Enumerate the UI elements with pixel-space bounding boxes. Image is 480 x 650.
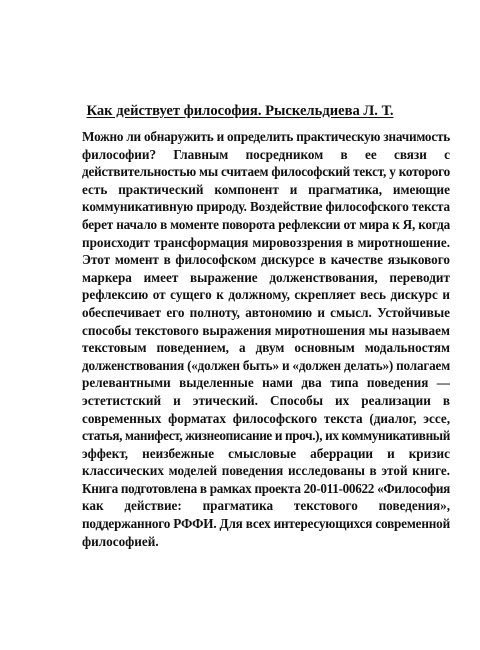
paragraph-line: происходит трансформация мировоззрения в миротношение. [82, 234, 450, 250]
paragraph-line: долженствования («должен быть» и «должен делать») полагаем [82, 357, 450, 373]
paragraph-line: действительностью мы считаем философский текст, у которого [82, 164, 450, 180]
paragraph-line: эффект, неизбежные смысловые аберрации и кризис [82, 445, 450, 461]
paragraph-line: рефлексию от сущего к должному, скрепляет весь дискурс и [82, 287, 450, 303]
paragraph-line: есть практический компонент и прагматика, имеющие [82, 181, 450, 197]
paragraph-line: Можно ли обнаружить и определить практическую значимость [82, 129, 450, 144]
paragraph-line: берет начало в моменте поворота рефлексии от мира к Я, когда [82, 216, 450, 232]
paragraph-line: Книга подготовлена в рамках проекта 20-011-00622 «Философия [82, 480, 450, 496]
paragraph-line: как действие: прагматика текстового поведения», [82, 498, 450, 514]
paragraph-line: поддержанного РФФИ. Для всех интересующихся современной [82, 516, 450, 532]
paragraph-line: философии? Главным посредником в ее связи с [82, 146, 450, 162]
document-title: Как действует философия. Рыскельдиева Л. Т. [86, 103, 394, 119]
paragraph-line: философией. [82, 533, 159, 549]
description-paragraph [82, 128, 450, 550]
paragraph-line: маркера имеет выражение долженствования, переводит [82, 269, 450, 285]
paragraph-line: эстетистский и этический. Способы их реализации в [82, 392, 450, 408]
paragraph-line: обеспечивает его полноту, автономию и смысл. Устойчивые [82, 304, 450, 320]
paragraph-line: Этот момент в философском дискурсе в качестве языкового [82, 252, 450, 268]
paragraph-line: релевантными выделенные нами два типа поведения — [82, 375, 450, 391]
paragraph-line: классических моделей поведения исследованы в этой книге. [82, 463, 450, 479]
paragraph-line: коммуникативную природу. Воздействие философского текста [82, 199, 450, 215]
paragraph-line: статья, манифест, жизнеописание и проч.), их коммуникативный [82, 428, 450, 444]
paragraph-line: текстовым поведением, а двум основным модальностям [82, 340, 450, 356]
paragraph-line: способы текстового выражения миротношения мы называем [82, 322, 450, 338]
paragraph-line: современных форматах философского текста (диалог, эссе, [82, 410, 450, 426]
